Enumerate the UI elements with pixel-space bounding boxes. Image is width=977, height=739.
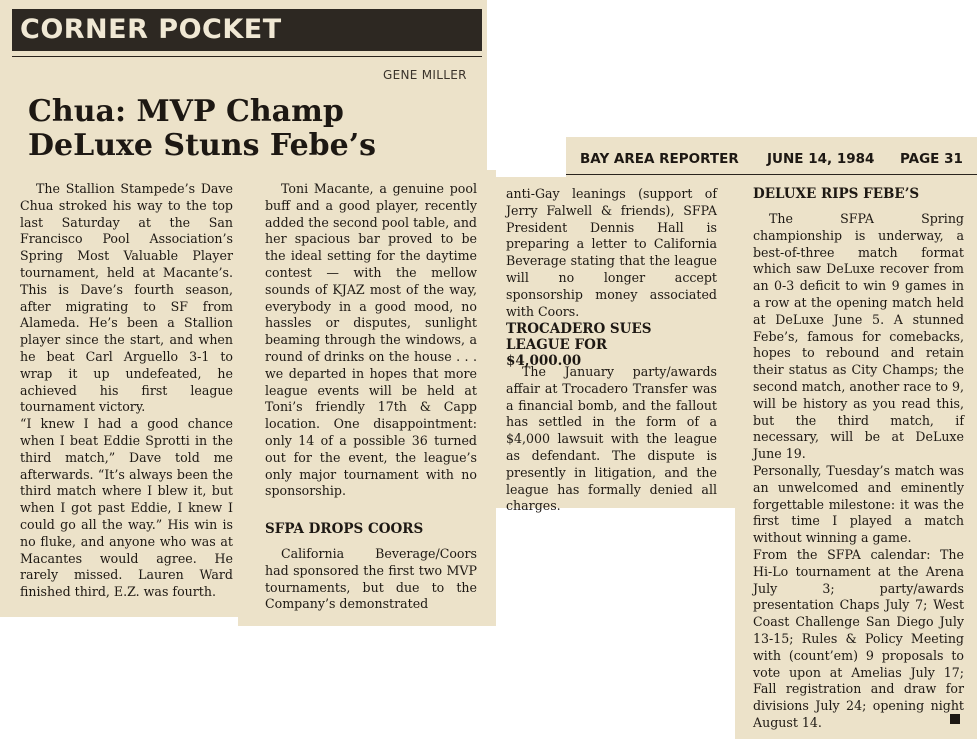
masthead-page: PAGE 31 (900, 151, 963, 167)
masthead-date: JUNE 14, 1984 (767, 151, 875, 167)
article-column-1: The Stallion Stampede’s Dave Chua stroked his way to the top last Saturday at the San Francisco Pool Association’s Spring Most Valuable Player tournament, held at Macante’s. This is Dave’s fourth season, after migrating to SF from Alameda. He’s been a Stallion player since the start, and when he beat Carl Arguello 3-1 to wrap it up undefeated, he achieved his first league tournament victory. “I knew I had a good chance when I beat Eddie Sprotti in the third match,” Dave told me afterwards. “It’s always been the third match where I blew it, but when I got past Eddie, I knew I could go all the way.” His win is no fluke, and anyone who was at Macantes would agree. He rarely missed. Lauren Ward finished third, E.Z. was fourth. (20, 181, 233, 600)
banner-rule (12, 56, 482, 57)
headline-line-1: Chua: MVP Champ (28, 94, 344, 129)
article-column-3: anti-Gay leanings (support of Jerry Falwell & friends), SFPA President Dennis Hall is preparing a letter to California Beverage stating that the league will no longer accept sponsorship money associated with Coors. (506, 186, 717, 319)
article-column-2b: California Beverage/Coors had sponsored the first two MVP tournaments, but due to the Company’s demonstrated (265, 546, 477, 612)
subhead-sfpa-drops-coors: SFPA DROPS COORS (265, 521, 424, 537)
column-banner-title: CORNER POCKET (20, 14, 282, 45)
article-column-3b: The January party/awards affair at Trocadero Transfer was a financial bomb, and the fallout has settled in the form of a $4,000 lawsuit with the league as defendant. The dispute is presently in litigation, and the league has formally denied all charges. (506, 364, 717, 514)
headline-line-2: DeLuxe Stuns Febe’s (28, 128, 377, 163)
end-mark-icon (950, 714, 960, 724)
masthead-rule (566, 174, 977, 175)
subhead-deluxe-rips-febes: DELUXE RIPS FEBE’S (753, 186, 920, 202)
article-column-2: Toni Macante, a genuine pool buff and a good player, recently added the second pool table, and her spacious bar proved to be the ideal setting for the daytime contest — with the mellow sounds of KJAZ most of the way, everybody in a good mood, no hassles or disputes, sunlight beaming through the windows, a round of drinks on the house . . . we departed in hopes that more league events will be held at Toni’s friendly 17th & Capp location. One disappointment: only 14 of a possible 36 turned out for the event, the league’s only major tournament with no sponsorship. (265, 181, 477, 499)
article-column-4: The SFPA Spring championship is underway, a best-of-three match format which saw DeLuxe recover from an 0-3 deficit to win 9 games in a row at the opening match held at DeLuxe June 5. A stunned Febe’s, famous for comebacks, hopes to rebound and retain their status as City Champs; the second match, another race to 9, will be history as you read this, but the third match, if necessary, will be at DeLuxe June 19. Personally, Tuesday’s match was an unwelcomed and eminently forgettable milestone: it was the first time I played a match without winning a game. From the SFPA calendar: The Hi-Lo tournament at the Arena July 3; party/awards presentation Chaps July 7; West Coast Challenge San Diego July 13-15; Rules & Policy Meeting with (count’em) 9 proposals to vote upon at Amelias July 17; Fall registration and draw for divisions July 24; opening night August 14. (753, 211, 964, 730)
byline: GENE MILLER (383, 68, 467, 82)
masthead-paper: BAY AREA REPORTER (580, 151, 739, 167)
subhead-trocadero-sues: TROCADERO SUES LEAGUE FOR $4,000.00 (506, 321, 652, 369)
